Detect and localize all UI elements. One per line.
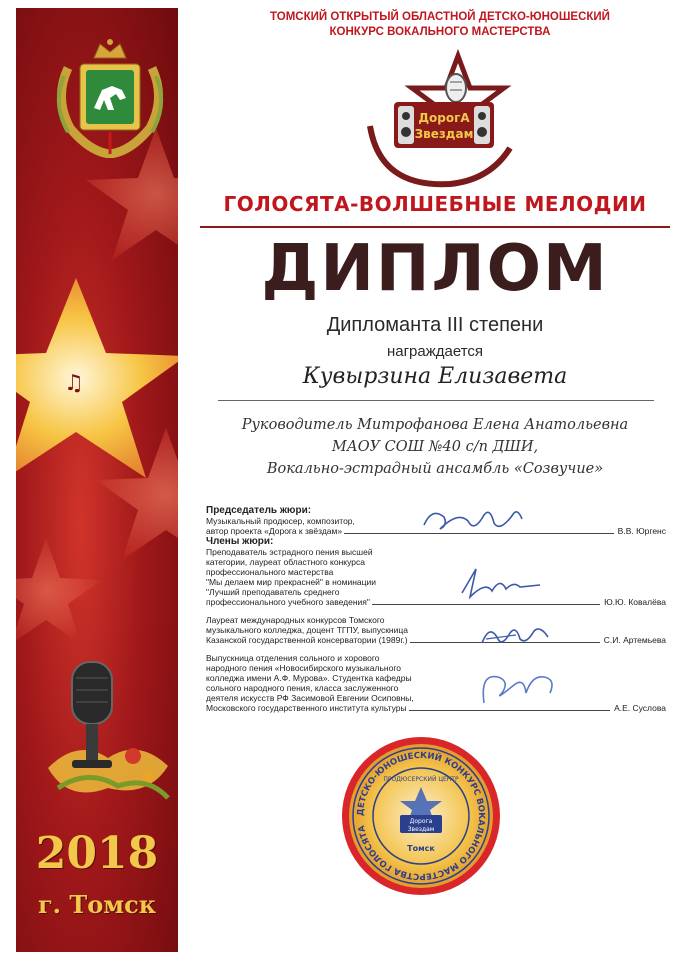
member1-name: Ю.Ю. Ковалёва [604,597,666,607]
music-note-icon: ♫ [64,371,84,396]
signature-icon [474,663,564,711]
diploma-title: ДИПЛОМ [261,232,609,306]
seal-ring-text: ДЕТСКО-ЮНОШЕСКИЙ КОНКУРС ВОКАЛЬНОГО МАСТЕРСТВА ГОЛОСЯТА [355,750,487,882]
chair-desc-line1: Музыкальный продюсер, композитор, [206,516,355,526]
member3-line6: Московского государственного института культуры [206,703,407,713]
member3-name: А.Е. Суслова [614,703,666,713]
jury-member-2 [206,615,666,645]
member2-signature-line [206,635,666,645]
contest-title-line1: ТОМСКИЙ ОТКРЫТЫЙ ОБЛАСТНОЙ ДЕТСКО-ЮНОШЕСКИЙ [270,11,610,23]
divider [200,226,670,228]
member3-line1: Выпускница отделения сольного и хорового [206,653,380,663]
leader-line1: Руководитель Митрофанова Елена Анатольевна [241,417,629,433]
logo-text-line2: Звездам [414,127,474,141]
contest-title-line2: КОНКУРС ВОКАЛЬНОГО МАСТЕРСТВА [329,26,551,38]
jury-member-3 [206,653,666,713]
star-shape [16,538,102,644]
member3-signature-line [206,703,666,713]
leader-info [200,414,670,480]
member3-line5: деятеля искусств РФ Засимовой Евгении Осиповны, [206,693,414,703]
year-label: 2018 [35,828,159,879]
contest-subtitle: ГОЛОСЯТА-ВОЛШЕБНЫЕ МЕЛОДИИ [223,192,647,216]
member1-line2: категории, лауреат областного конкурса [206,557,365,567]
awarded-label: награждается [386,343,484,360]
signature-icon [456,563,546,603]
seal-logo-line1: Дорога [409,818,433,825]
decorative-strip [16,8,178,952]
member1-line1: Преподаватель эстрадного пения высшей [206,547,373,557]
chair-desc-line2: автор проекта «Дорога к звёздам» [206,526,343,536]
diploma-degree: Дипломанта III степени [326,314,544,336]
member1-line4: "Мы делаем мир прекрасней" в номинации [206,577,376,587]
signature-line [372,604,600,605]
star-shape [16,278,178,478]
official-seal [340,735,502,897]
contest-logo [360,48,520,198]
signature-icon [418,503,528,539]
member3-line2: народного пения «Новосибирского музыкального [206,663,401,673]
member1-signature-line [206,597,666,607]
seal-city: Томск [407,844,435,853]
contest-title [230,10,650,40]
member2-name: С.И. Артемьева [603,635,666,645]
jury-section [206,505,666,713]
member1-line5: "Лучший преподаватель среднего [206,587,340,597]
leader-line2: МАОУ СОШ №40 с/п ДШИ, [331,439,539,455]
chair-heading: Председатель жюри: [206,505,312,516]
member2-line3: Казанской государственной консерватории (1989г.) [206,635,408,645]
signature-icon [476,619,556,651]
member3-line3: колледжа имени А.Ф. Мурова». Студентка кафедры [206,673,412,683]
city-label: г. Томск [37,890,157,919]
coat-of-arms [50,28,170,158]
members-heading: Члены жюри: [206,536,274,547]
name-underline [218,400,654,401]
member3-line4: сольного народного пения, класса заслуженного [206,683,399,693]
logo-text-line1: ДорогА [418,111,470,125]
member1-line3: профессионального мастерства [206,567,334,577]
chair-name: В.В. Юргенс [617,526,666,536]
jury-member-1 [206,547,666,607]
microphone-icon [38,648,178,818]
member1-line6: профессионального учебного заведения" [206,597,370,607]
seal-logo-line2: Звездам [407,826,435,833]
member2-line2: музыкального колледжа, доцент ТГПУ, выпускница [206,625,408,635]
jury-chair [206,505,666,536]
recipient-name: Кувырзина Елизавета [302,364,568,389]
seal-center-text: ПРОДЮСЕРСКИЙ ЦЕНТР [383,776,459,783]
member2-line1: Лауреат международных конкурсов Томского [206,615,385,625]
leader-line3: Вокально-эстрадный ансамбль «Созвучие» [266,461,604,477]
